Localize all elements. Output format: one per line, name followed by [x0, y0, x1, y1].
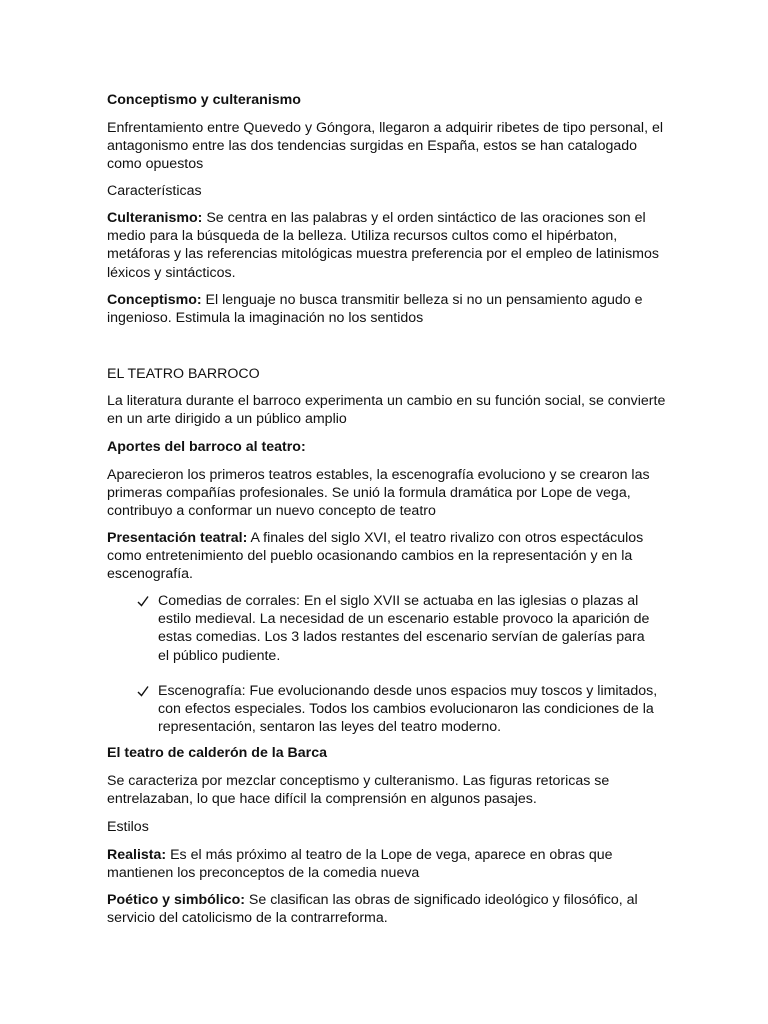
checklist-item-escenografia	[158, 682, 658, 737]
aportes-paragraph: Aparecieron los primeros teatros estables, la escenografía evoluciono y se crearon las primeras compañías profesionales. Se unió la formula dramática por Lope de vega, contribuyo a conformar un nuevo concepto de teatro	[107, 467, 650, 520]
conceptismo-text: El lenguaje no busca transmitir belleza si no un pensamiento agudo e ingenioso. Estimula la imaginación no los sentidos	[107, 292, 643, 327]
realista-text: Es el más próximo al teatro de la Lope de vega, aparece en obras que mantienen los preconceptos de la comedia nueva	[107, 847, 613, 882]
conceptismo-paragraph	[107, 291, 667, 327]
presentacion-text: A finales del siglo XVI, el teatro rivalizo con otros espectáculos como entretenimiento del pueblo ocasionando cambios en la representación y en la escenografía.	[107, 530, 644, 583]
realista-paragraph	[107, 846, 667, 882]
doc-title: Conceptismo y culteranismo	[107, 92, 301, 108]
teatro-intro-paragraph: La literatura durante el barroco experimenta un cambio en su función social, se convierte en un arte dirigido a un público amplio	[107, 393, 666, 428]
culteranismo-paragraph	[107, 209, 667, 282]
presentacion-label: Presentación teatral:	[107, 530, 248, 546]
calderon-heading: El teatro de calderón de la Barca	[107, 745, 327, 761]
checklist-text: Escenografía: Fue evolucionando desde unos espacios muy toscos y limitados, con efectos especiales. Todos los cambios evolucionaron las condiciones de la representación, sentaron las leyes del teatro moderno.	[158, 683, 658, 736]
aportes-heading: Aportes del barroco al teatro:	[107, 439, 306, 455]
checklist-text: Comedias de corrales: En el siglo XVII se actuaba en las iglesias o plazas al estilo medieval. La necesidad de un escenario estable provoco la aparición de estas comedias. Los 3 lados restantes del escenario servían de galerías para el público pudiente.	[158, 593, 650, 664]
poetico-paragraph	[107, 891, 667, 927]
checkmark-icon	[136, 682, 150, 700]
calderon-paragraph: Se caracteriza por mezclar conceptismo y culteranismo. Las figuras retoricas se entrelazaban, lo que hace difícil la comprensión en algunos pasajes.	[107, 773, 610, 808]
teatro-barroco-heading: EL TEATRO BARROCO	[107, 366, 260, 382]
checklist-item-comedias	[158, 592, 658, 665]
culteranismo-label: Culteranismo:	[107, 210, 203, 226]
conceptismo-label: Conceptismo:	[107, 292, 202, 308]
culteranismo-text: Se centra en las palabras y el orden sintáctico de las oraciones son el medio para la búsqueda de la belleza. Utiliza recursos cultos como el hipérbaton, metáforas y las referencias mitológicas muestra preferencia por el empleo de latinismos léxicos y sintácticos.	[107, 210, 659, 281]
estilos-heading: Estilos	[107, 819, 149, 835]
poetico-text: Se clasifican las obras de significado ideológico y filosófico, al servicio del catolicismo de la contrarreforma.	[107, 892, 638, 927]
checkmark-icon	[136, 592, 150, 610]
caracteristicas-heading: Características	[107, 183, 202, 199]
poetico-label: Poético y simbólico:	[107, 892, 245, 908]
realista-label: Realista:	[107, 847, 167, 863]
intro-paragraph: Enfrentamiento entre Quevedo y Góngora, llegaron a adquirir ribetes de tipo personal, el antagonismo entre las dos tendencias surgidas en España, estos se han catalogado como opuestos	[107, 120, 664, 173]
presentacion-paragraph	[107, 529, 667, 584]
